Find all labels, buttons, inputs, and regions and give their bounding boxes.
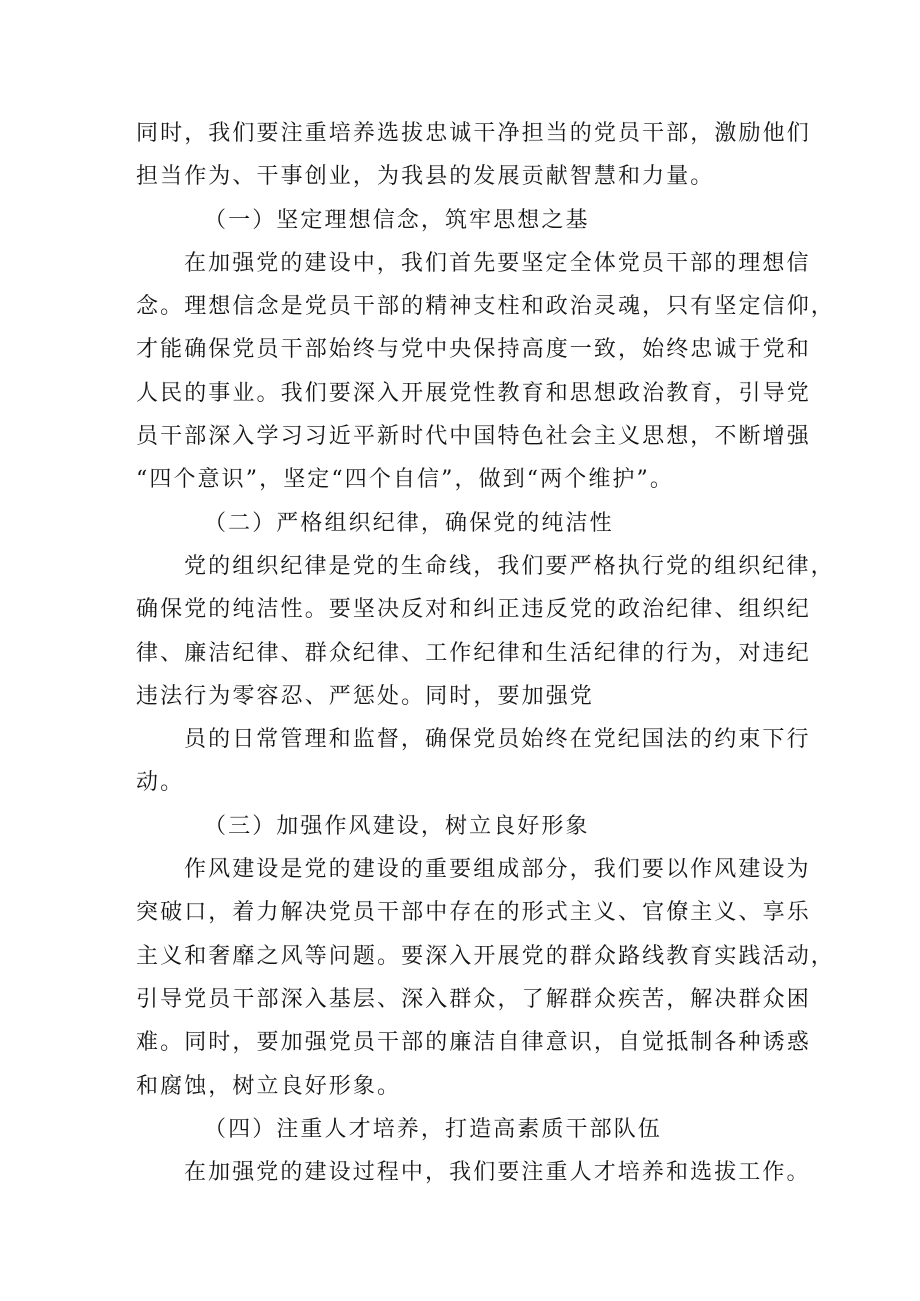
paragraph-line: 确保党的纯洁性。要坚决反对和纠正违反党的政治纪律、组织纪 (136, 597, 811, 623)
document-body (136, 112, 835, 1194)
paragraph-line: 和腐蚀，树立良好形象。 (136, 1073, 402, 1099)
paragraph-line: 难。同时，要加强党员干部的廉洁自律意识，自觉抵制各种诱惑 (136, 1030, 811, 1056)
paragraph-line: 在加强党的建设过程中，我们要注重人才培养和选拔工作。 (184, 1160, 811, 1186)
paragraph-line: 违法行为零容忍、严惩处。同时，要加强党 (136, 683, 594, 709)
paragraph-line: 人民的事业。我们要深入开展党性教育和思想政治教育，引导党 (136, 380, 811, 406)
paragraph-line: 担当作为、干事创业，为我县的发展贡献智慧和力量。 (136, 164, 715, 190)
paragraph-line: “四个意识”，坚定“四个自信”，做到“两个维护”。 (136, 467, 674, 493)
section-heading: （二）严格组织纪律，确保党的纯洁性 (204, 510, 614, 536)
paragraph-line: 动。 (136, 770, 185, 796)
paragraph-line: 党的组织纪律是党的生命线，我们要严格执行党的组织纪律， (184, 553, 835, 579)
paragraph-line: 才能确保党员干部始终与党中央保持高度一致，始终忠诚于党和 (136, 337, 811, 363)
paragraph-line: 员干部深入学习习近平新时代中国特色社会主义思想，不断增强 (136, 424, 811, 450)
paragraph-line: 突破口，着力解决党员干部中存在的形式主义、官僚主义、享乐 (136, 900, 811, 926)
section-heading: （一）坚定理想信念，筑牢思想之基 (204, 207, 590, 233)
section-heading: （三）加强作风建设，树立良好形象 (204, 813, 590, 839)
paragraph-line: 主义和奢靡之风等问题。要深入开展党的群众路线教育实践活动， (136, 943, 835, 969)
paragraph-line: 作风建设是党的建设的重要组成部分，我们要以作风建设为 (184, 857, 811, 883)
section-heading: （四）注重人才培养，打造高素质干部队伍 (204, 1116, 662, 1142)
paragraph-line: 员的日常管理和监督，确保党员始终在党纪国法的约束下行 (184, 727, 811, 753)
paragraph-line: 念。理想信念是党员干部的精神支柱和政治灵魂，只有坚定信仰， (136, 294, 835, 320)
paragraph-line: 引导党员干部深入基层、深入群众，了解群众疾苦，解决群众困 (136, 986, 811, 1012)
paragraph-line: 同时，我们要注重培养选拔忠诚干净担当的党员干部，激励他们 (136, 121, 811, 146)
paragraph-line: 律、廉洁纪律、群众纪律、工作纪律和生活纪律的行为，对违纪 (136, 640, 811, 666)
paragraph-line: 在加强党的建设中，我们首先要坚定全体党员干部的理想信 (184, 250, 811, 276)
